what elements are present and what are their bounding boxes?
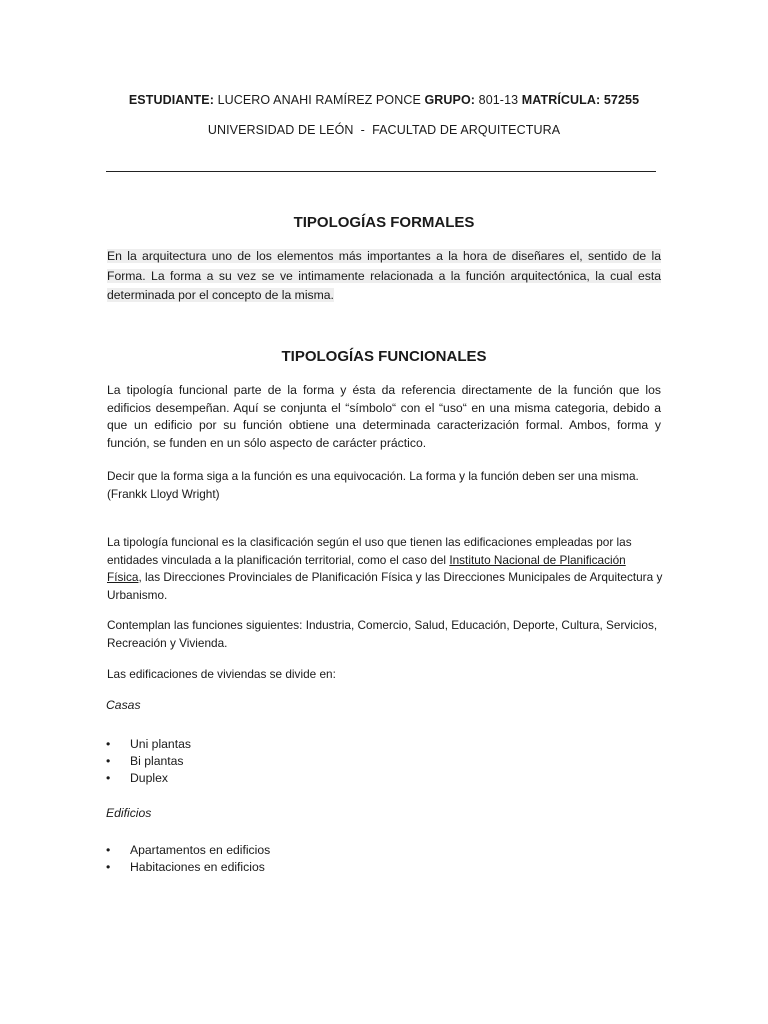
student-info-line	[0, 93, 768, 107]
quote-paragraph	[107, 468, 661, 503]
student-name: LUCERO ANAHI RAMÍREZ PONCE	[217, 93, 421, 107]
casas-list	[106, 736, 506, 787]
list-item	[106, 753, 506, 770]
bullet-icon: •	[106, 843, 111, 857]
list-item	[106, 736, 506, 753]
bullet-icon: •	[106, 771, 111, 785]
list-item-label: Duplex	[130, 771, 168, 785]
edificios-label: Edificios	[106, 806, 152, 820]
section-title-formales: TIPOLOGÍAS FORMALES	[293, 214, 475, 231]
funcionales-paragraph-1: La tipología funcional parte de la forma y ésta da referencia directamente de la función que los edificios desempeñan. Aquí se conjunta el “símbolo“ con el “uso“ en una misma categoria, debido a que un edificio por su función obtiene una determinada caracterización formal. Ambos, forma y función, se funden en un sólo aspecto de carácter práctico.	[107, 383, 661, 450]
viviendas-intro: Las edificaciones de viviendas se divide en:	[107, 667, 336, 681]
instituto-link[interactable]: Instituto Nacional de Planificación Física	[107, 552, 626, 584]
formales-paragraph	[107, 247, 661, 306]
matricula-label: MATRÍCULA:	[521, 93, 601, 107]
group-value: 801-13	[478, 93, 519, 107]
header-divider	[106, 171, 656, 172]
list-item-label: Habitaciones en edificios	[130, 860, 265, 874]
institution-line: UNIVERSIDAD DE LEÓN - FACULTAD DE ARQUITECTURA	[207, 123, 561, 137]
matricula-value: 57255	[603, 93, 640, 107]
list-item	[106, 842, 506, 859]
list-item-label: Uni plantas	[130, 737, 191, 751]
section-title-funcionales: TIPOLOGÍAS FUNCIONALES	[281, 348, 487, 365]
p3-text-before: La tipología funcional es la clasificación según el uso que tienen las edificaciones empleadas por las entidades vinculada a la planificación territorial, como el caso del	[107, 535, 632, 567]
quote-line: Decir que la forma siga a la función es una equivocación. La forma y la función deben ser una misma.	[107, 469, 639, 483]
list-item	[106, 859, 506, 876]
funciones-paragraph: Contemplan las funciones siguientes: Industria, Comercio, Salud, Educación, Deporte, Cultura, Servicios, Recreación y Vivienda.	[107, 618, 658, 650]
list-item-label: Bi plantas	[130, 754, 184, 768]
edificios-list	[106, 842, 506, 876]
bullet-icon: •	[106, 737, 111, 751]
quote-attribution: (Frankk Lloyd Wright)	[107, 486, 220, 501]
funcionales-paragraph-3	[107, 534, 663, 604]
list-item	[106, 770, 506, 787]
bullet-icon: •	[106, 860, 111, 874]
bullet-icon: •	[106, 754, 111, 768]
student-label: ESTUDIANTE:	[128, 93, 214, 107]
formales-paragraph-text: En la arquitectura uno de los elementos más importantes a la hora de diseñares el, sentido de la Forma. La forma a su vez se ve intimamente relacionada a la función arquitectónica, la cual esta determinada por el concepto de la misma.	[107, 249, 661, 302]
p3-text-after: , las Direcciones Provinciales de Planificación Física y las Direcciones Municipales de Arquitectura y Urbanismo.	[107, 570, 663, 602]
list-item-label: Apartamentos en edificios	[130, 843, 271, 857]
group-label: GRUPO:	[424, 93, 476, 107]
casas-label: Casas	[106, 698, 141, 712]
